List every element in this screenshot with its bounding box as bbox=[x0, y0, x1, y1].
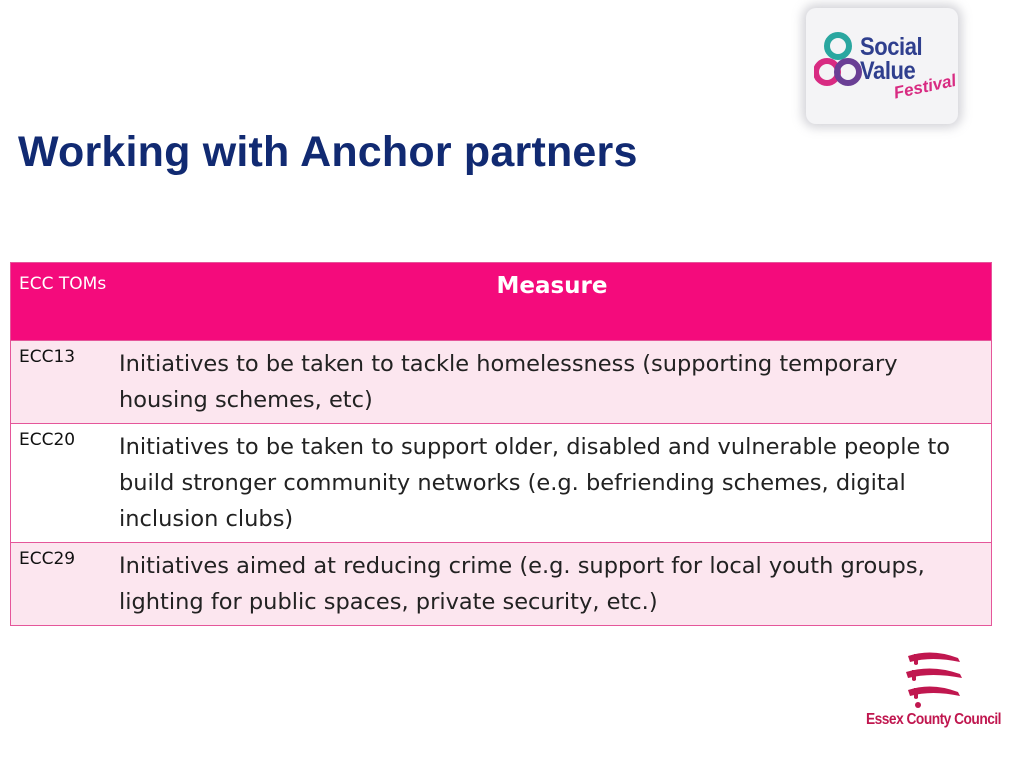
table-header-row bbox=[11, 263, 992, 341]
social-value-festival-logo bbox=[806, 8, 958, 124]
logo-line-festival: Festival bbox=[892, 70, 958, 103]
row-code: ECC20 bbox=[11, 424, 114, 543]
row-code: ECC29 bbox=[11, 543, 114, 626]
row-measure: Initiatives to be taken to tackle homelessness (supporting temporary housing schemes, etc) bbox=[113, 341, 992, 424]
rings-icon bbox=[814, 32, 862, 94]
row-measure: Initiatives aimed at reducing crime (e.g. support for local youth groups, lighting for public spaces, private security, etc.) bbox=[113, 543, 992, 626]
essex-county-council-logo bbox=[866, 650, 1006, 740]
seaxes-emblem-icon bbox=[866, 650, 1006, 712]
logo-line-social: Social bbox=[860, 33, 923, 61]
row-measure: Initiatives to be taken to support older, disabled and vulnerable people to build stronger community networks (e.g. befriending schemes, digital inclusion clubs) bbox=[113, 424, 992, 543]
header-measure: Measure bbox=[113, 263, 992, 341]
table-row bbox=[11, 341, 992, 424]
measures-table bbox=[10, 262, 992, 626]
logo-wordmark bbox=[860, 35, 922, 83]
header-ecc-toms: ECC TOMs bbox=[11, 263, 114, 341]
table-row bbox=[11, 543, 992, 626]
row-code: ECC13 bbox=[11, 341, 114, 424]
page-title: Working with Anchor partners bbox=[18, 128, 638, 176]
table-row bbox=[11, 424, 992, 543]
council-name: Essex County Council bbox=[866, 711, 1001, 728]
logo-line-value: Value bbox=[860, 57, 916, 85]
